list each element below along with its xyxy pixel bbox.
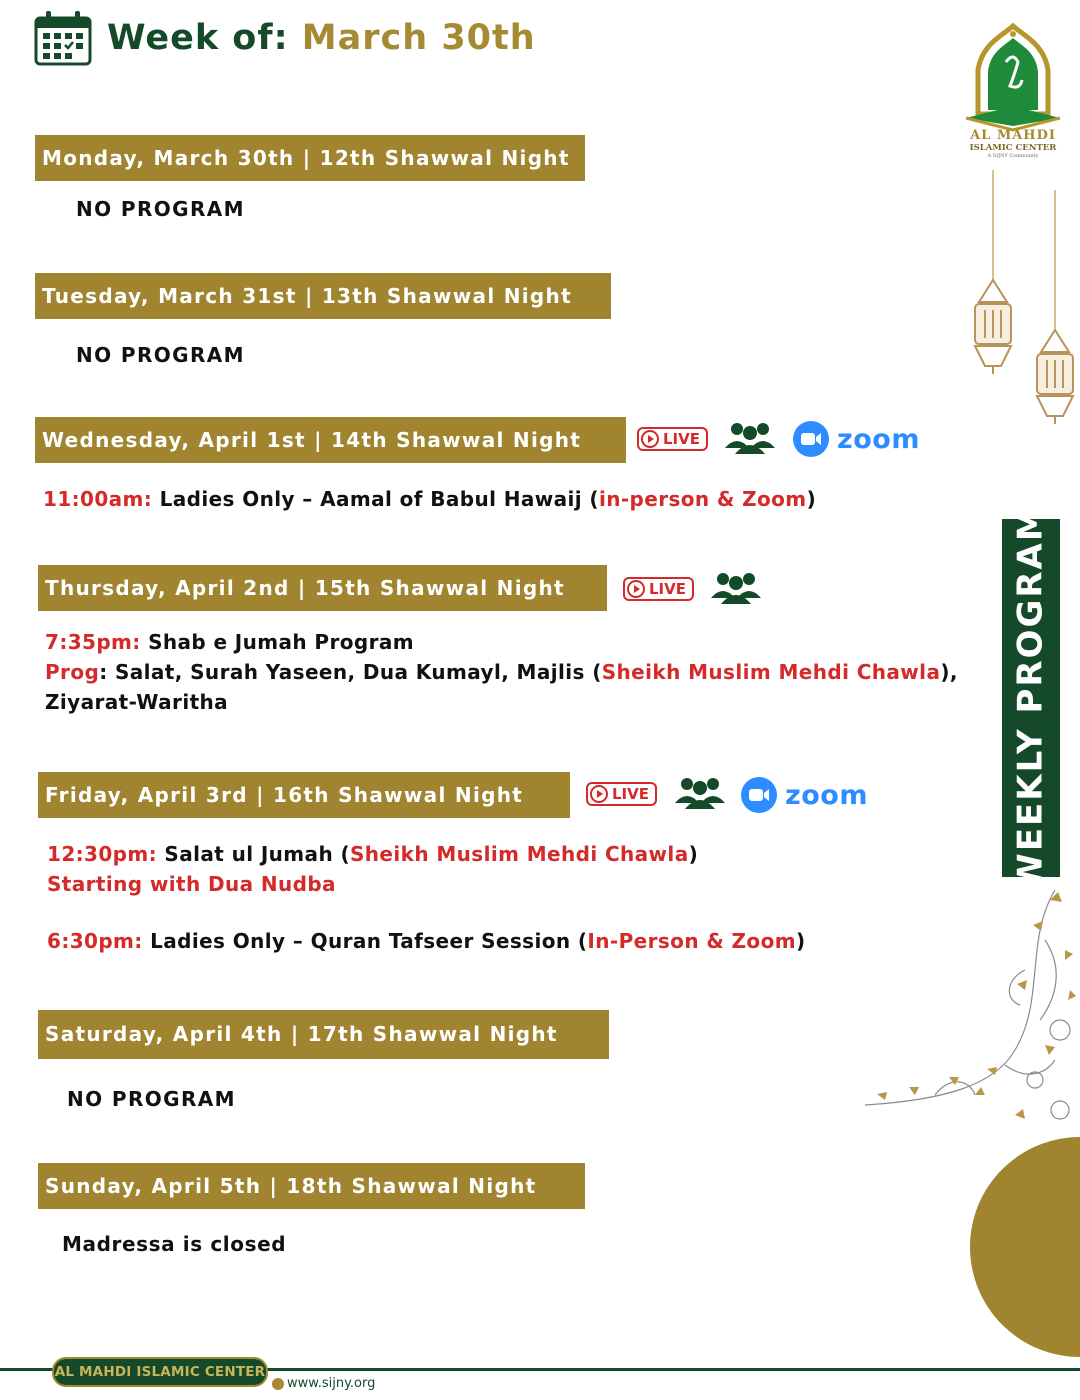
live-badge — [637, 427, 708, 451]
lantern-decoration — [965, 170, 1080, 425]
monday-note: NO PROGRAM — [76, 197, 245, 221]
logo-line-1: AL MAHDI — [970, 128, 1056, 143]
play-icon — [590, 785, 608, 803]
play-icon — [641, 430, 659, 448]
saturday-note: NO PROGRAM — [67, 1087, 236, 1111]
day-header-friday: Friday, April 3rd | 16th Shawwal Night — [38, 772, 570, 818]
people-icon — [725, 420, 775, 456]
people-icon — [675, 775, 725, 811]
page-title — [107, 18, 536, 58]
line-text: Ladies Only – Aamal of Babul Hawaij ( — [152, 487, 599, 511]
live-label: LIVE — [649, 580, 686, 598]
line-text-end: ) — [688, 842, 699, 866]
calendar-icon — [34, 10, 92, 66]
day-header-sunday: Sunday, April 5th | 18th Shawwal Night — [38, 1163, 585, 1209]
play-icon — [627, 580, 645, 598]
zoom-label: zoom — [837, 423, 920, 455]
line-text-end: ) — [795, 929, 806, 953]
line-text: : Salat, Surah Yaseen, Dua Kumayl, Majlis ( — [99, 660, 602, 684]
day-header-monday: Monday, March 30th | 12th Shawwal Night — [35, 135, 585, 181]
time-label: 6:30pm: — [47, 929, 143, 953]
line-red-text: in-person & Zoom — [598, 487, 807, 511]
weekly-program-banner — [1002, 505, 1060, 891]
friday-line-2: Starting with Dua Nudba — [47, 872, 336, 896]
video-camera-icon — [741, 777, 777, 813]
footer-website[interactable] — [272, 1376, 375, 1391]
thursday-line-3: Ziyarat-Waritha — [45, 690, 229, 714]
tuesday-note: NO PROGRAM — [76, 343, 245, 367]
sunday-note: Madressa is closed — [62, 1232, 287, 1256]
day-header-thursday: Thursday, April 2nd | 15th Shawwal Night — [38, 565, 607, 611]
thursday-line-2 — [45, 660, 958, 684]
line-text: Shab e Jumah Program — [140, 630, 415, 654]
line-red-text: Sheikh Muslim Mehdi Chawla — [349, 842, 689, 866]
weekly-program-label: WEEKLY PROGRAM — [1011, 505, 1051, 891]
line-text: Ladies Only – Quran Tafseer Session ( — [142, 929, 588, 953]
logo-line-3: A SIJNY Community — [987, 153, 1039, 159]
friday-line-1 — [47, 842, 698, 866]
floral-decoration — [855, 880, 1080, 1130]
line-red-text: In-Person & Zoom — [587, 929, 796, 953]
video-camera-icon — [793, 421, 829, 457]
logo-line-2: ISLAMIC CENTER — [969, 143, 1057, 153]
zoom-badge — [793, 421, 920, 457]
footer-url-text[interactable]: www.sijny.org — [287, 1376, 376, 1391]
live-badge — [623, 577, 694, 601]
gold-circle-decoration — [970, 1137, 1080, 1357]
live-badge — [586, 782, 657, 806]
friday-line-3 — [47, 929, 806, 953]
people-icon — [711, 570, 761, 606]
live-label: LIVE — [612, 785, 649, 803]
week-label: Week of: — [107, 18, 289, 58]
live-label: LIVE — [663, 430, 700, 448]
footer-org-name: AL MAHDI ISLAMIC CENTER — [52, 1357, 268, 1387]
day-header-tuesday: Tuesday, March 31st | 13th Shawwal Night — [35, 273, 611, 319]
logo-text — [950, 128, 1076, 159]
zoom-label: zoom — [785, 779, 868, 811]
day-header-wednesday: Wednesday, April 1st | 14th Shawwal Night — [35, 417, 626, 463]
globe-icon — [272, 1378, 284, 1390]
line-red-text: Sheikh Muslim Mehdi Chawla — [601, 660, 941, 684]
time-label: 7:35pm: — [45, 630, 141, 654]
line-text: Salat ul Jumah ( — [157, 842, 350, 866]
prog-label: Prog — [45, 660, 100, 684]
time-label: 11:00am: — [43, 487, 153, 511]
line-text-end: ) — [806, 487, 817, 511]
time-label: 12:30pm: — [47, 842, 158, 866]
thursday-line-1 — [45, 630, 414, 654]
zoom-badge — [741, 777, 868, 813]
week-value: March 30th — [301, 18, 536, 58]
wednesday-line-1 — [43, 487, 816, 511]
line-text-end: ), — [940, 660, 958, 684]
day-header-saturday: Saturday, April 4th | 17th Shawwal Night — [38, 1010, 609, 1059]
